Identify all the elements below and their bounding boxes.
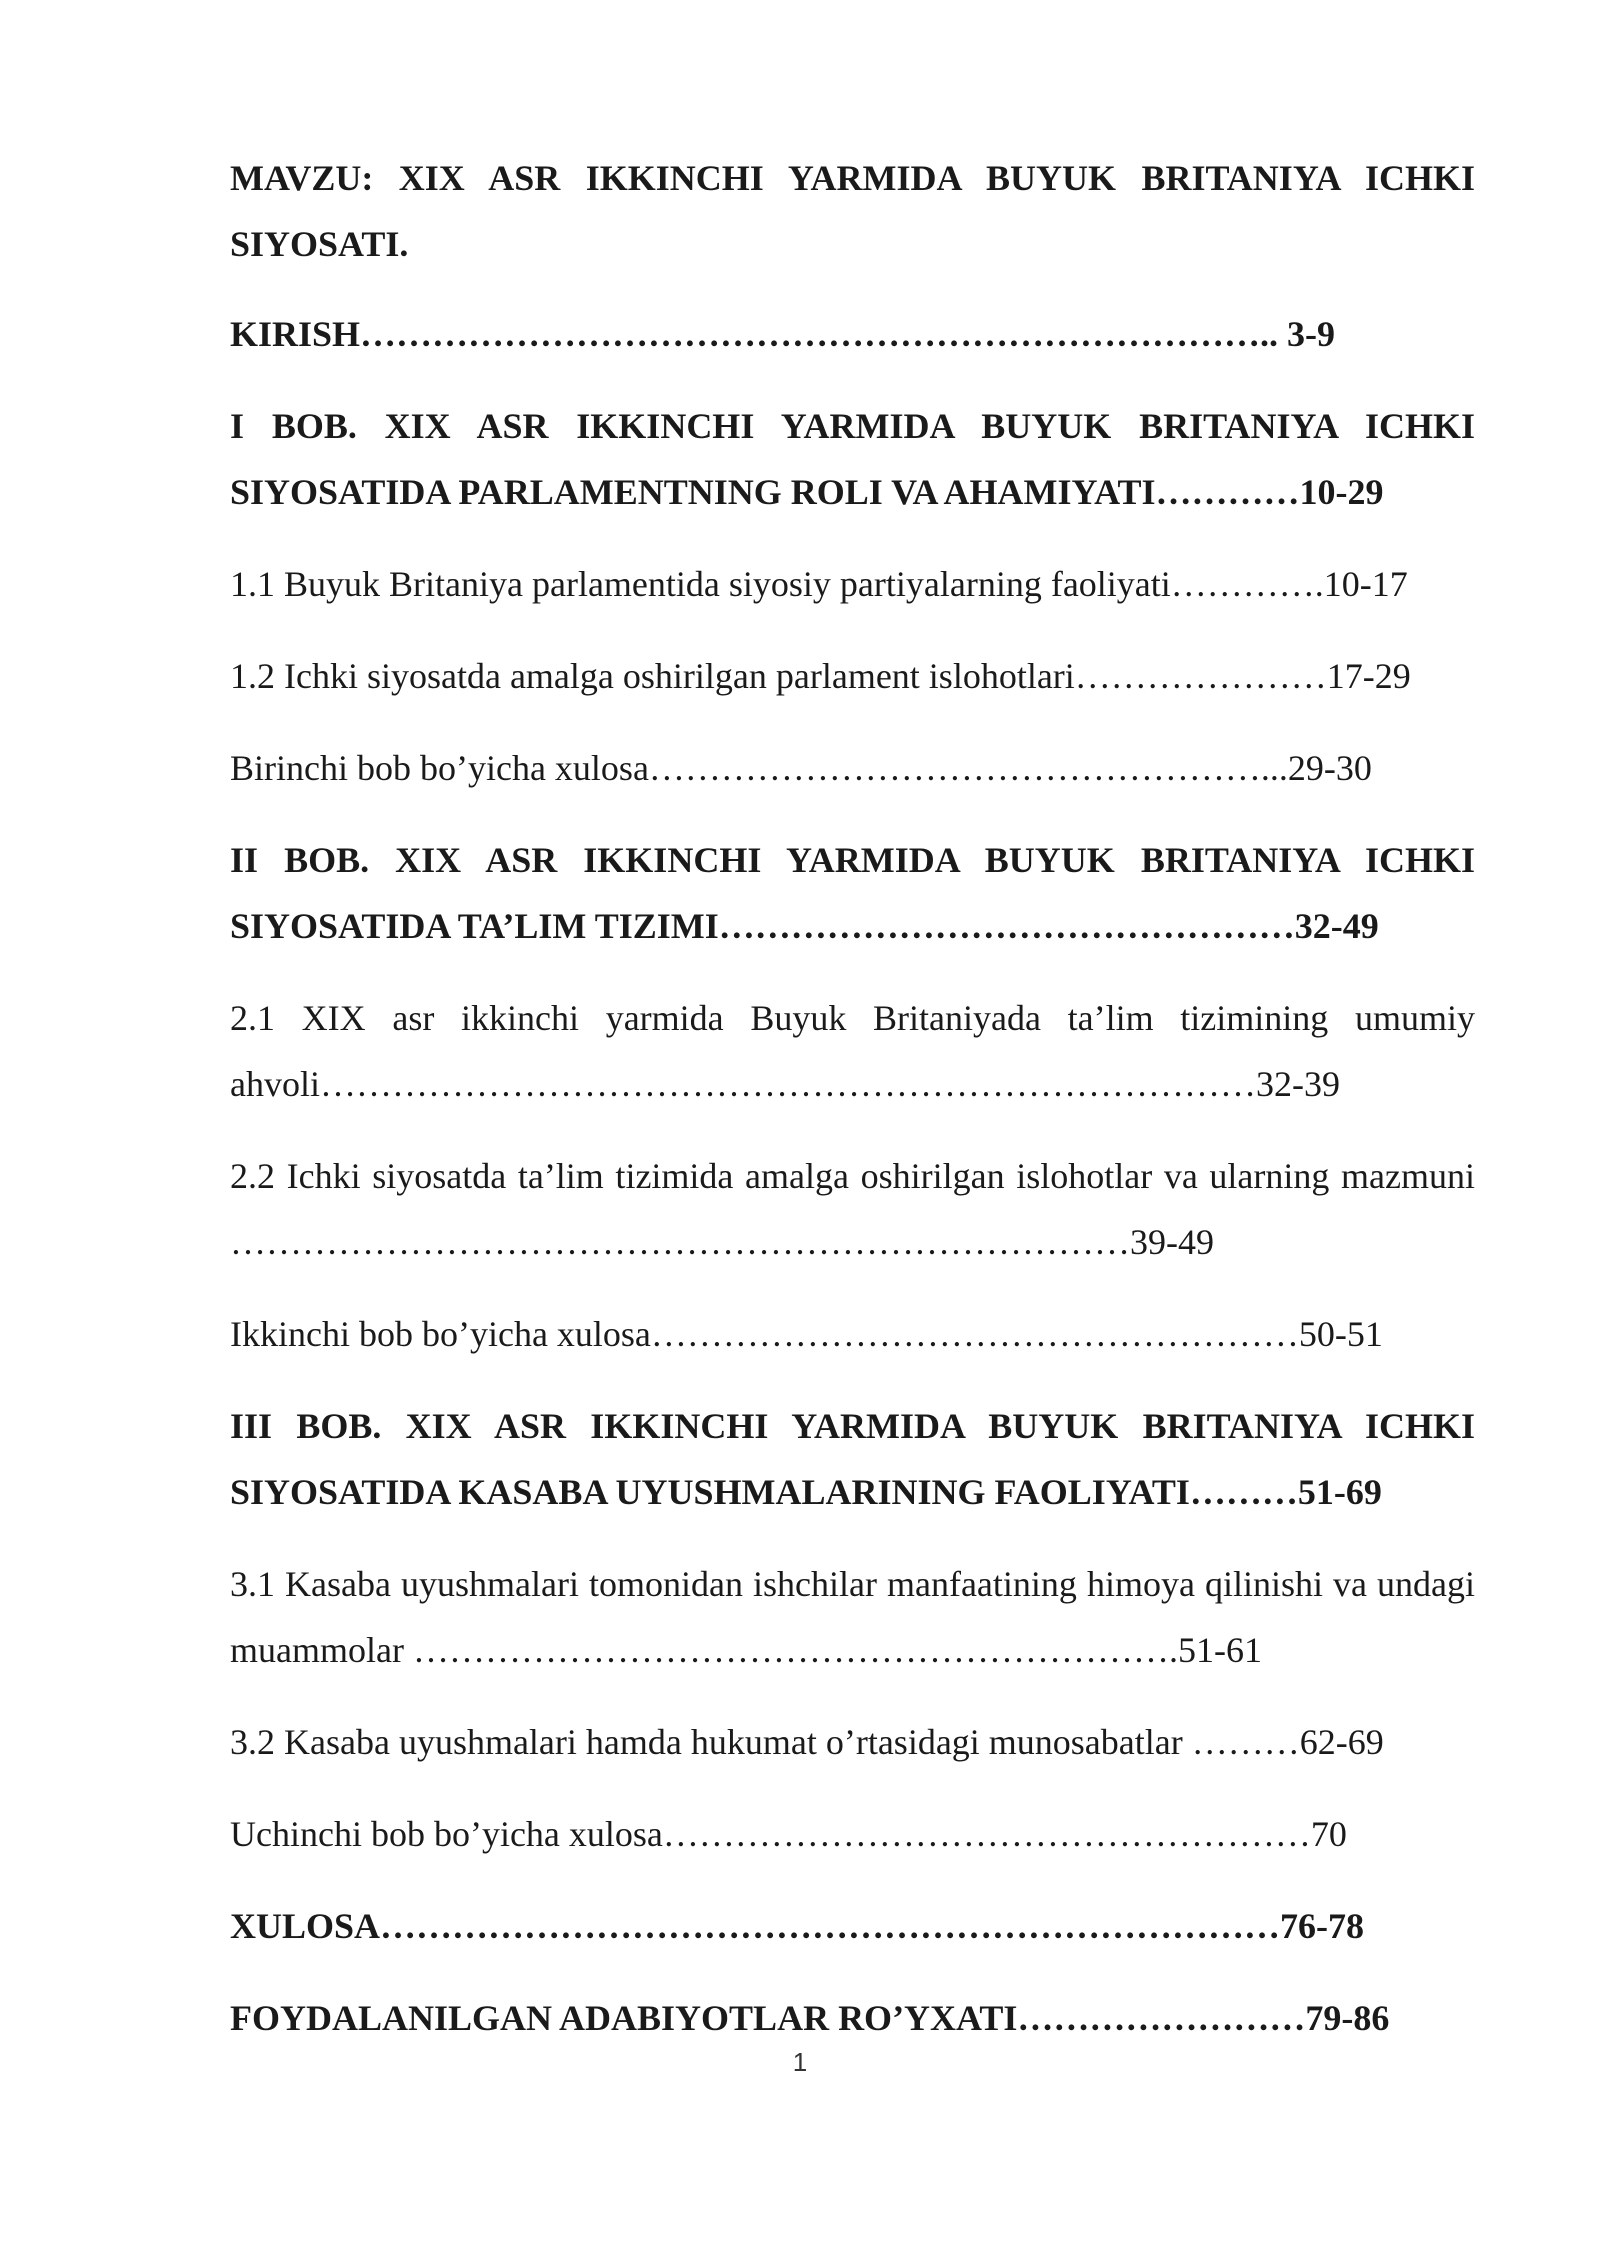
page-number: 1 — [792, 2047, 808, 2077]
toc-entry-chapter-1: I BOB. XIX ASR IKKINCHI YARMIDA BUYUK BRITANIYA ICHKI SIYOSATIDA PARLAMENTNING ROLI VA AHAMIYATI…………10-29 — [230, 406, 1475, 512]
toc-entry-section-1-2: 1.2 Ichki siyosatda amalga oshirilgan parlament islohotlari…………………17-29 — [230, 656, 1411, 696]
toc-entry-chapter-1-summary: Birinchi bob bo’yicha xulosa……………………………………………...29-30 — [230, 748, 1372, 788]
toc-entry-section-3-2: 3.2 Kasaba uyushmalari hamda hukumat o’rtasidagi munosabatlar ………62-69 — [230, 1722, 1384, 1762]
toc-entry-chapter-2: II BOB. XIX ASR IKKINCHI YARMIDA BUYUK BRITANIYA ICHKI SIYOSATIDA TA’LIM TIZIMI…………………………………………32-49 — [230, 840, 1475, 946]
toc-entry-section-2-1: 2.1 XIX asr ikkinchi yarmida Buyuk Britaniyada ta’lim tizimining umumiy ahvoli……………………………………………………………………32-39 — [230, 998, 1475, 1104]
toc-entry-chapter-2-summary: Ikkinchi bob bo’yicha xulosa………………………………………………50-51 — [230, 1314, 1383, 1354]
toc-entry-section-2-2: 2.2 Ichki siyosatda ta’lim tizimida amalga oshirilgan islohotlar va ularning mazmuni …………………………………………………………………39-49 — [230, 1156, 1475, 1262]
toc-entry-section-1-1: 1.1 Buyuk Britaniya parlamentida siyosiy partiyalarning faoliyati………….10-17 — [230, 564, 1408, 604]
toc-entry-chapter-3: III BOB. XIX ASR IKKINCHI YARMIDA BUYUK BRITANIYA ICHKI SIYOSATIDA KASABA UYUSHMALARINING FAOLIYATI………51-69 — [230, 1406, 1475, 1512]
toc-entry-kirish: KIRISH………………………………………………………………….. 3-9 — [230, 314, 1336, 354]
toc-entry-chapter-3-summary: Uchinchi bob bo’yicha xulosa………………………………………………70 — [230, 1814, 1347, 1854]
table-of-contents — [230, 145, 1475, 2077]
toc-entry-bibliography: FOYDALANILGAN ADABIYOTLAR RO’YXATI……………………79-86 — [230, 1998, 1390, 2038]
toc-entry-section-3-1: 3.1 Kasaba uyushmalari tomonidan ishchilar manfaatining himoya qilinishi va undagi muammolar ……………………………………………………….51-61 — [230, 1564, 1475, 1670]
document-title: MAVZU: XIX ASR IKKINCHI YARMIDA BUYUK BRITANIYA ICHKI SIYOSATI. — [230, 158, 1475, 264]
toc-entry-xulosa: XULOSA…………………………………………………………………76-78 — [230, 1906, 1365, 1946]
